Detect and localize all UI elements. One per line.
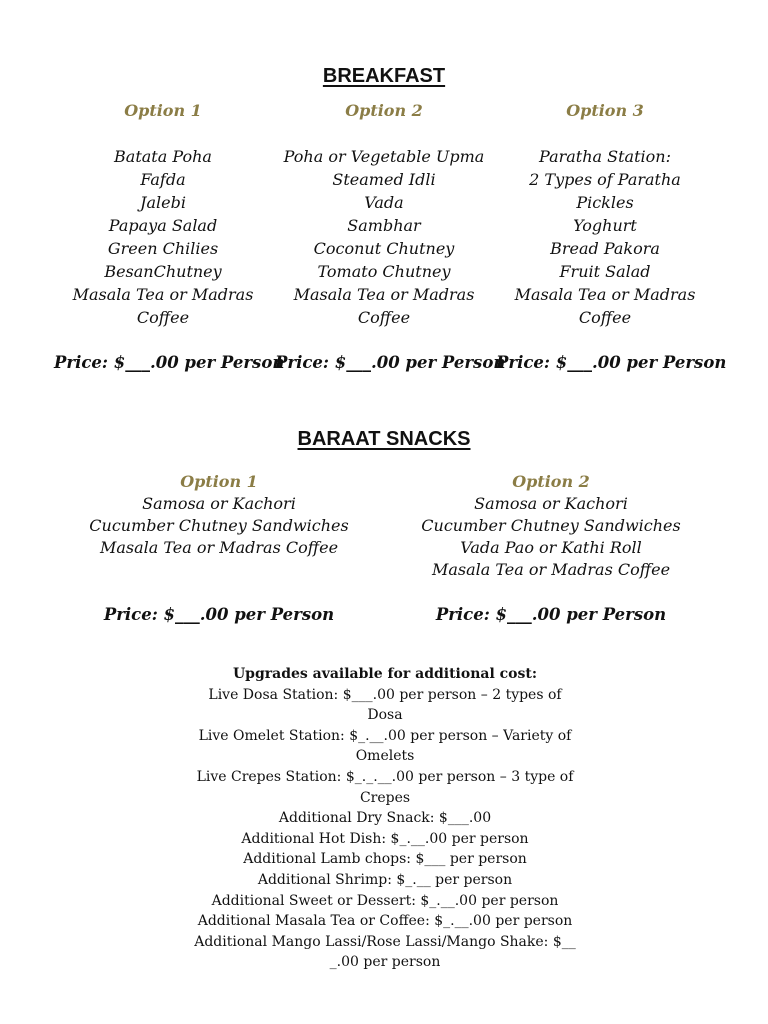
- menu-item: Masala Tea or Madras: [514, 285, 696, 304]
- menu-item: Tomato Chutney: [317, 262, 451, 281]
- breakfast-title: BREAKFAST: [322, 65, 446, 87]
- menu-item: Fruit Salad: [559, 262, 651, 281]
- menu-item: Masala Tea or Madras: [72, 285, 254, 304]
- menu-item: Masala Tea or Madras Coffee: [431, 560, 671, 579]
- upgrade-line: Additional Hot Dish: $_.__.00 per person: [241, 830, 529, 847]
- option-label: Option 3: [566, 101, 644, 120]
- menu-item: Paratha Station:: [539, 147, 671, 166]
- upgrade-line: Additional Mango Lassi/Rose Lassi/Mango Shake: $__: [194, 933, 576, 950]
- breakfast-price-2: Price: $___.00 per Person: [275, 353, 506, 372]
- menu-item: Fafda: [140, 170, 186, 189]
- menu-item: Coffee: [578, 308, 632, 327]
- baraat-heading: [0, 427, 768, 451]
- upgrades-title: Upgrades available for additional cost:: [232, 666, 538, 682]
- menu-item: Bread Pakora: [550, 239, 660, 258]
- menu-item: Sambhar: [347, 216, 421, 235]
- option-label: Option 2: [512, 472, 590, 491]
- menu-item: Cucumber Chutney Sandwiches: [421, 516, 681, 535]
- menu-item: 2 Types of Paratha: [529, 170, 681, 189]
- upgrade-line: Additional Dry Snack: $___.00: [278, 810, 492, 827]
- baraat-option-2: [396, 471, 706, 581]
- breakfast-option-1: [58, 99, 268, 329]
- menu-item: Samosa or Kachori: [474, 494, 628, 513]
- breakfast-option-3: [500, 99, 710, 329]
- breakfast-heading: [0, 64, 768, 88]
- menu-item: Cucumber Chutney Sandwiches: [89, 516, 349, 535]
- breakfast-option-2: [279, 99, 489, 329]
- upgrade-line: Additional Sweet or Dessert: $_.__.00 per person: [211, 892, 559, 909]
- baraat-title: BARAAT SNACKS: [297, 428, 471, 450]
- menu-item: Yoghurt: [573, 216, 637, 235]
- upgrade-line: Live Crepes Station: $_._.__.00 per person – 3 type of: [196, 768, 574, 785]
- menu-item: Vada: [364, 193, 404, 212]
- breakfast-price-3: Price: $___.00 per Person: [496, 353, 727, 372]
- menu-item: Batata Poha: [114, 147, 212, 166]
- menu-item: Masala Tea or Madras: [293, 285, 475, 304]
- menu-item: Poha or Vegetable Upma: [283, 147, 485, 166]
- menu-item: Samosa or Kachori: [142, 494, 296, 513]
- upgrade-line: Additional Lamb chops: $___ per person: [243, 851, 527, 868]
- menu-item: Coffee: [357, 308, 411, 327]
- upgrade-line: _.00 per person: [329, 954, 441, 971]
- option-label: Option 2: [345, 101, 423, 120]
- menu-item: Coffee: [136, 308, 190, 327]
- menu-item: BesanChutney: [104, 262, 222, 281]
- menu-item: Steamed Idli: [332, 170, 436, 189]
- baraat-price-1: Price: $___.00 per Person: [103, 605, 335, 624]
- menu-item: Papaya Salad: [108, 216, 218, 235]
- option-label: Option 1: [180, 472, 258, 491]
- breakfast-price-1: Price: $___.00 per Person: [54, 353, 285, 372]
- upgrade-line: Live Omelet Station: $_.__.00 per person – Variety of: [198, 727, 572, 744]
- upgrade-line: Dosa: [367, 707, 403, 724]
- baraat-option-1: [64, 471, 374, 559]
- menu-item: Green Chilies: [107, 239, 219, 258]
- upgrades-section: [185, 664, 585, 973]
- menu-item: Pickles: [576, 193, 634, 212]
- menu-item: Coconut Chutney: [313, 239, 455, 258]
- menu-item: Jalebi: [140, 193, 186, 212]
- upgrade-line: Crepes: [359, 789, 411, 806]
- menu-item: Masala Tea or Madras Coffee: [99, 538, 339, 557]
- upgrade-line: Additional Masala Tea or Coffee: $_.__.00 per person: [197, 913, 573, 930]
- baraat-price-2: Price: $___.00 per Person: [435, 605, 667, 624]
- upgrade-line: Live Dosa Station: $___.00 per person – 2 types of: [208, 686, 562, 703]
- upgrade-line: Omelets: [355, 748, 415, 765]
- upgrade-line: Additional Shrimp: $_.__ per person: [257, 871, 513, 888]
- option-label: Option 1: [124, 101, 202, 120]
- menu-item: Vada Pao or Kathi Roll: [460, 538, 642, 557]
